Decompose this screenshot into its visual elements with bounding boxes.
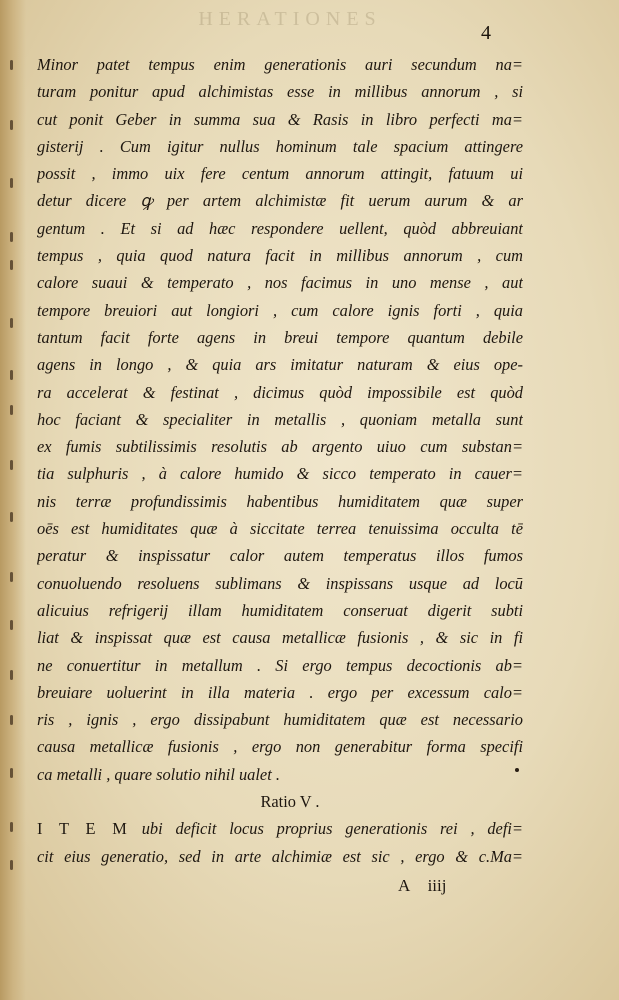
- signature-mark: A iiij: [398, 876, 447, 895]
- text-line: liat & inspissat quæ est causa metallicæ fusionis , & sic in fi: [37, 628, 523, 648]
- text-line: gisterij . Cum igitur nullus hominum tale spacium attingere: [37, 136, 523, 156]
- margin-mark: [10, 232, 13, 242]
- margin-mark: [10, 460, 13, 470]
- text-line: conuoluendo resoluens sublimans & inspissans usque ad locū: [37, 573, 523, 593]
- margin-mark: [10, 860, 13, 870]
- body-text: [37, 51, 523, 870]
- text-line: peratur & inspissatur calor autem temperatus illos fumos: [37, 546, 523, 566]
- text-line: calore suaui & temperato , nos facimus in uno mense , aut: [37, 273, 523, 293]
- margin-mark: [10, 370, 13, 380]
- text-line: agens in longo , & quia ars imitatur naturam & eius ope-: [37, 355, 523, 375]
- text-line: hoc faciant & specialiter in metallis , quoniam metalla sunt: [37, 409, 523, 429]
- margin-mark: [10, 120, 13, 130]
- text-line: ris , ignis , ergo dissipabunt humiditatem quæ est necessario: [37, 710, 523, 730]
- text-line: causa metallicæ fusionis , ergo non generabitur forma specifi: [37, 737, 523, 757]
- text-line: Minor patet tempus enim generationis auri secundum na=: [37, 55, 523, 74]
- text-line: gentum . Et si ad hæc respondere uellent, quòd abbreuiant: [37, 218, 523, 238]
- paragraph-initial: I T E M: [37, 819, 129, 839]
- margin-mark: [10, 178, 13, 188]
- margin-mark: [10, 572, 13, 582]
- text-line: [37, 815, 523, 842]
- text-line: tantum facit forte agens in breui tempore quantum debile: [37, 327, 523, 347]
- margin-mark: [10, 768, 13, 778]
- text-line: nis terræ profundissimis habentibus humiditatem quæ super: [37, 491, 523, 511]
- text-line: ca metalli , quare solutio nihil ualet .: [37, 764, 280, 784]
- margin-mark: [10, 670, 13, 680]
- text-line: ne conuertitur in metallum . Si ergo tempus decoctionis ab=: [37, 655, 523, 675]
- text-line: breuiare uoluerint in illa materia . ergo per excessum calo=: [37, 682, 523, 702]
- text-line: oēs est humiditates quæ à siccitate terrea tenuissima occulta tē: [37, 519, 523, 539]
- margin-mark: [10, 318, 13, 328]
- text-line: tempore breuiori aut longiori , cum calore ignis forti , quia: [37, 300, 523, 320]
- bleed-through-text: HERATIONES: [198, 8, 382, 30]
- margin-mark: [10, 405, 13, 415]
- text-line: cut ponit Geber in summa sua & Rasis in libro perfecti ma=: [37, 109, 523, 129]
- ink-spot: [515, 768, 519, 772]
- text-line: tia sulphuris , à calore humido & sicco temperato in cauer=: [37, 464, 523, 484]
- text-line: ex fumis subtilissimis resolutis ab argento uiuo cum substan=: [37, 437, 523, 457]
- page-number: 4: [481, 22, 491, 44]
- margin-mark: [10, 620, 13, 630]
- margin-mark: [10, 260, 13, 270]
- text-line: cit eius generatio, sed in arte alchimiæ est sic , ergo & c.Ma=: [37, 846, 523, 866]
- margin-mark: [10, 715, 13, 725]
- text-line-rest: ubi deficit locus proprius generationis rei , defi=: [141, 819, 523, 839]
- text-line: detur dicere ꝙ per artem alchimistæ fit uerum aurum & ar: [37, 191, 523, 211]
- margin-mark: [10, 822, 13, 832]
- text-line: ra accelerat & festinat , dicimus quòd impossibile est quòd: [37, 382, 523, 402]
- text-line: turam ponitur apud alchimistas esse in millibus annorum , si: [37, 82, 523, 102]
- text-line: possit , immo uix fere centum annorum attingit, fatuum ui: [37, 164, 523, 184]
- margin-mark: [10, 512, 13, 522]
- text-line: tempus , quia quod natura facit in millibus annorum , cum: [37, 246, 523, 266]
- section-heading: Ratio V .: [260, 792, 320, 812]
- margin-thread-marks: [10, 60, 16, 900]
- text-line: alicuius refrigerij illam humiditatem conseruat digerit subti: [37, 600, 523, 620]
- margin-mark: [10, 60, 13, 70]
